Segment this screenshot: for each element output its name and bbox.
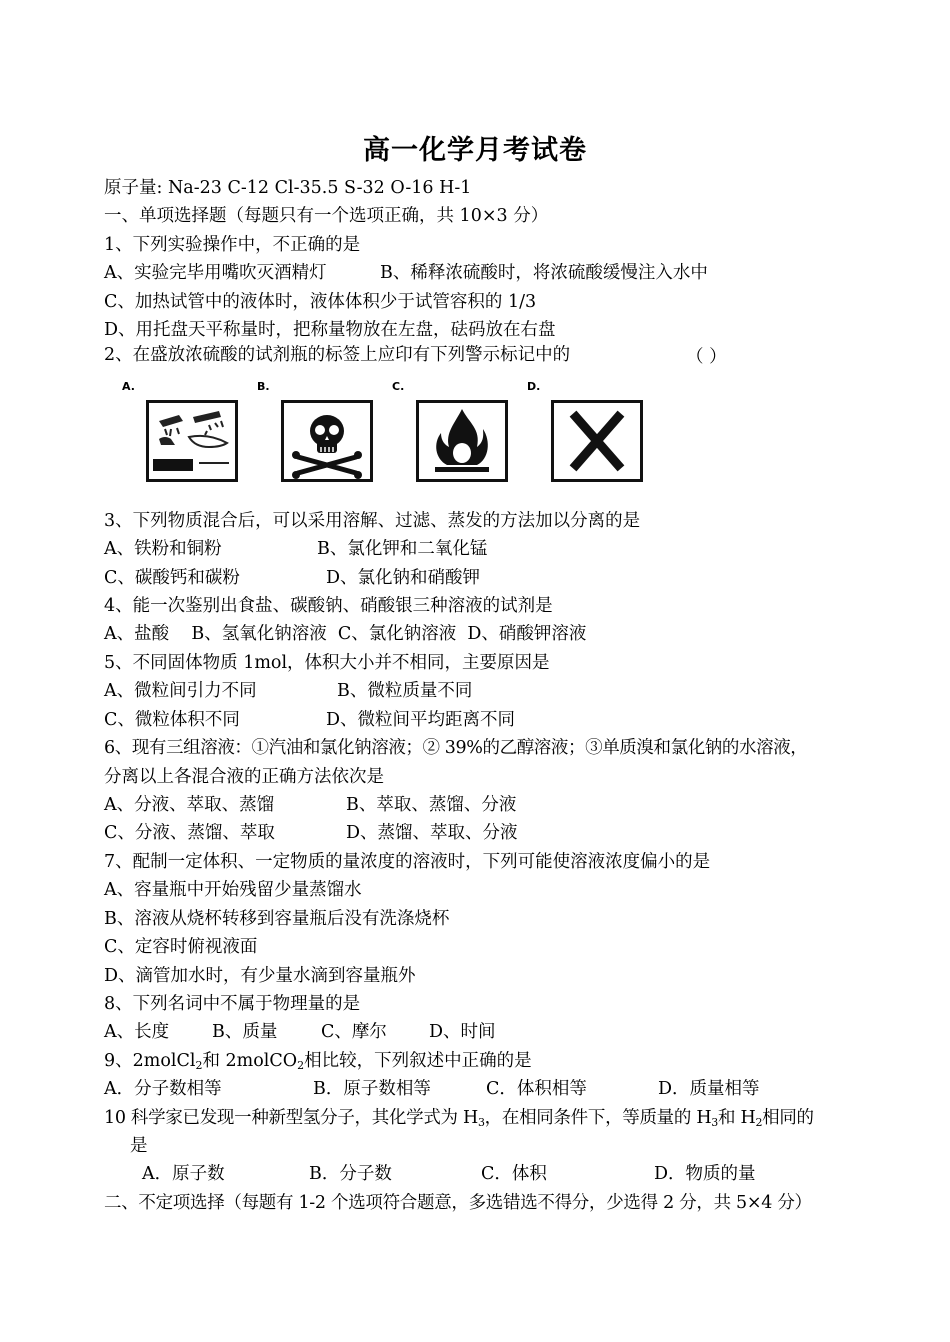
harmful-x-icon <box>551 400 643 482</box>
q6-option-a: A、分液、萃取、蒸馏 <box>104 795 275 815</box>
q8-stem: 8、下列名词中不属于物理量的是 <box>104 994 361 1014</box>
q7-option-a: A、容量瓶中开始残留少量蒸馏水 <box>104 880 362 900</box>
q7-option-d: D、滴管加水时，有少量水滴到容量瓶外 <box>104 966 416 986</box>
q9-stem <box>104 1049 532 1078</box>
q10-stem-mid: ，在相同条件下，等质量的 H <box>484 1108 712 1128</box>
q9-option-a: A．分子数相等 <box>104 1079 222 1099</box>
q10-sub-2: 3 <box>711 1116 718 1129</box>
q5-option-b: B、微粒质量不同 <box>337 681 473 701</box>
sign-d-letter: D. <box>527 380 541 393</box>
q10-option-b: B．分子数 <box>309 1164 392 1184</box>
q10-stem-line2: 是 <box>130 1136 148 1156</box>
section2-header: 二、不定项选择（每题有 1-2 个选项符合题意，多选错选不得分，少选得 2 分，共 5×4 分） <box>104 1193 812 1213</box>
q10-option-d: D．物质的量 <box>654 1164 756 1184</box>
q2-stem: 2、在盛放浓硫酸的试剂瓶的标签上应印有下列警示标记中的 <box>104 345 571 365</box>
q1-stem: 1、下列实验操作中，不正确的是 <box>104 235 361 255</box>
q9-stem-post: 相比较，下列叙述中正确的是 <box>304 1051 532 1071</box>
q10-sub-3: 2 <box>755 1116 763 1129</box>
q10-option-a: A．原子数 <box>142 1164 225 1184</box>
q5-option-a: A、微粒间引力不同 <box>104 681 257 701</box>
q1-option-a: A、实验完毕用嘴吹灭酒精灯 <box>104 263 327 283</box>
q5-stem: 5、不同固体物质 1mol，体积大小并不相同，主要原因是 <box>104 653 550 673</box>
q9-sub-1: 2 <box>195 1059 203 1072</box>
q10-stem-and: 和 H <box>718 1108 756 1128</box>
q3-option-b: B、氯化钾和二氧化锰 <box>317 539 488 559</box>
q8-option-b: B、质量 <box>212 1022 278 1042</box>
q8-option-d: D、时间 <box>429 1022 496 1042</box>
q3-stem: 3、下列物质混合后，可以采用溶解、过滤、蒸发的方法加以分离的是 <box>104 511 641 531</box>
q10-option-c: C．体积 <box>481 1164 547 1184</box>
q1-option-d: D、用托盘天平称量时，把称量物放在左盘，砝码放在右盘 <box>104 320 556 340</box>
q3-option-a: A、铁粉和铜粉 <box>104 539 222 559</box>
skull-crossbones-icon <box>281 400 373 482</box>
q6-stem-line1: 6、现有三组溶液：①汽油和氯化钠溶液；② 39%的乙醇溶液；③单质溴和氯化钠的水溶液， <box>104 738 808 758</box>
q6-option-b: B、萃取、蒸馏、分液 <box>346 795 517 815</box>
q5-option-d: D、微粒间平均距离不同 <box>326 710 516 730</box>
sign-a-letter: A. <box>122 380 135 393</box>
sign-c-letter: C. <box>392 380 405 393</box>
q6-stem-line2: 分离以上各混合液的正确方法依次是 <box>104 767 384 787</box>
q1-option-b: B、稀释浓硫酸时，将浓硫酸缓慢注入水中 <box>380 263 708 283</box>
q6-option-d: D、蒸馏、萃取、分液 <box>346 823 518 843</box>
q9-stem-pre: 9、2molCl <box>104 1051 196 1071</box>
q9-option-d: D．质量相等 <box>658 1079 760 1099</box>
q3-option-d: D、氯化钠和硝酸钾 <box>326 568 481 588</box>
q10-stem-post: 相同的 <box>762 1108 814 1128</box>
q7-option-b: B、溶液从烧杯转移到容量瓶后没有洗涤烧杯 <box>104 909 450 929</box>
q8-option-c: C、摩尔 <box>321 1022 387 1042</box>
q10-stem-pre: 10 科学家已发现一种新型氢分子，其化学式为 H <box>104 1108 478 1128</box>
q3-option-c: C、碳酸钙和碳粉 <box>104 568 240 588</box>
q9-option-c: C．体积相等 <box>486 1079 587 1099</box>
q10-sub-1: 3 <box>477 1116 485 1129</box>
corrosive-icon <box>146 400 238 482</box>
q10-stem-line1 <box>104 1106 814 1135</box>
q7-option-c: C、定容时俯视液面 <box>104 937 258 957</box>
section1-header: 一、单项选择题（每题只有一个选项正确，共 10×3 分） <box>104 206 549 226</box>
q4-stem: 4、能一次鉴别出食盐、碳酸钠、硝酸银三种溶液的试剂是 <box>104 596 553 616</box>
q9-sub-2: 2 <box>297 1059 305 1072</box>
q7-stem: 7、配制一定体积、一定物质的量浓度的溶液时，下列可能使溶液浓度偏小的是 <box>104 852 711 872</box>
q5-option-c: C、微粒体积不同 <box>104 710 240 730</box>
q1-option-c: C、加热试管中的液体时，液体体积少于试管容积的 1/3 <box>104 292 537 312</box>
q9-option-b: B．原子数相等 <box>313 1079 431 1099</box>
sign-b-letter: B. <box>257 380 270 393</box>
q6-option-c: C、分液、蒸馏、萃取 <box>104 823 275 843</box>
q2-answer-paren: （ ） <box>686 347 727 367</box>
q8-option-a: A、长度 <box>104 1022 170 1042</box>
q4-options: A、盐酸 B、氢氧化钠溶液 C、氯化钠溶液 D、硝酸钾溶液 <box>104 624 587 644</box>
flame-icon <box>416 400 508 482</box>
q9-stem-mid: 和 2molCO <box>202 1051 298 1071</box>
atomic-masses: 原子量: Na-23 C-12 Cl-35.5 S-32 O-16 H-1 <box>104 178 472 198</box>
page-title: 高一化学月考试卷 <box>363 135 587 166</box>
